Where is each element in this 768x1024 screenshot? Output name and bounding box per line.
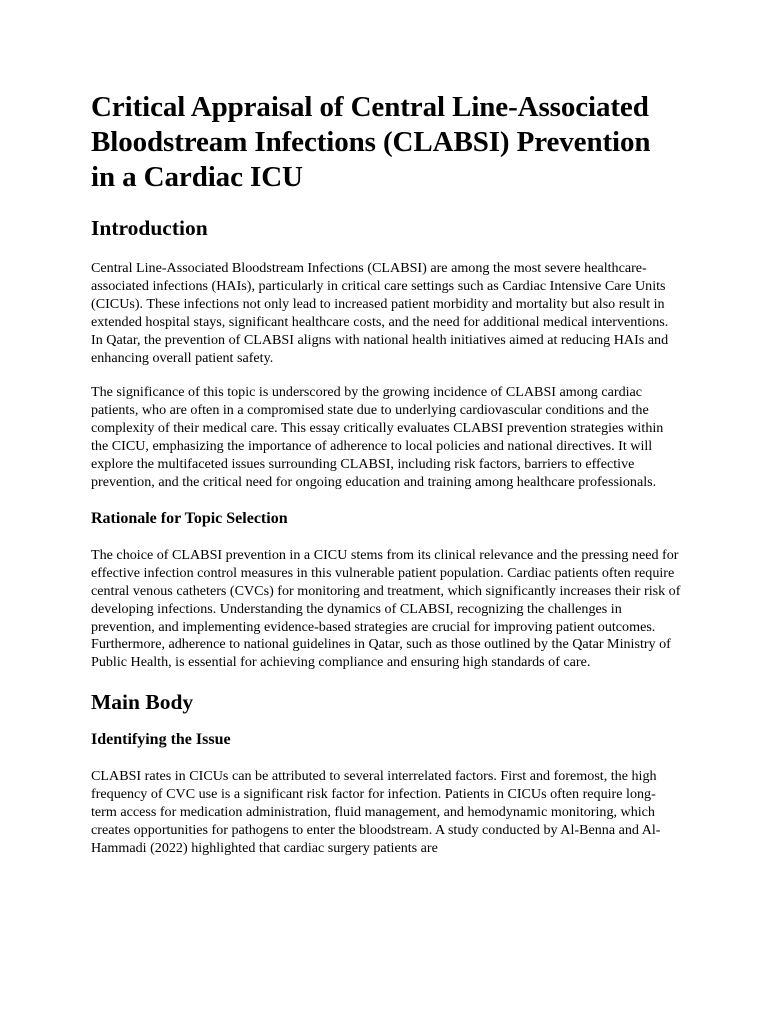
identifying-issue-paragraph: CLABSI rates in CICUs can be attributed to several interrelated factors. First and foremost, the high frequency of CVC use is a significant risk factor for infection. Patients in CICUs often require long-term access for medication administration, fluid management, and hemodynamic monitoring, which creates opportunities for pathogens to enter the bloodstream. A study conducted by Al-Benna and Al-Hammadi (2022) highlighted that cardiac surgery patients are xyxy=(91,768,661,856)
document-page xyxy=(91,90,681,875)
rationale-paragraph: The choice of CLABSI prevention in a CICU stems from its clinical relevance and the pressing need for effective infection control measures in this vulnerable patient population. Cardiac patients often require central venous catheters (CVCs) for monitoring and treatment, which significantly increases their risk of developing infections. Understanding the dynamics of CLABSI, recognizing the challenges in prevention, and implementing evidence-based strategies are crucial for improving patient outcomes. Furthermore, adherence to national guidelines in Qatar, such as those outlined by the Qatar Ministry of Public Health, is essential for achieving compliance and ensuring high standards of care. xyxy=(91,546,681,671)
introduction-paragraph-2: The significance of this topic is underscored by the growing incidence of CLABSI among cardiac patients, who are often in a compromised state due to underlying cardiovascular conditions and the complexity of their medical care. This essay critically evaluates CLABSI prevention strategies within the CICU, emphasizing the importance of adherence to local policies and national directives. It will explore the multifaceted issues surrounding CLABSI, including risk factors, barriers to effective prevention, and the critical need for ongoing education and training among healthcare professionals. xyxy=(91,384,664,490)
rationale-heading: Rationale for Topic Selection xyxy=(91,509,288,527)
document-title: Critical Appraisal of Central Line-Associated Bloodstream Infections (CLABSI) Prevention in a Cardiac ICU xyxy=(91,91,651,193)
main-body-heading: Main Body xyxy=(91,690,194,715)
introduction-paragraph-1: Central Line-Associated Bloodstream Infections (CLABSI) are among the most severe healthcare-associated infections (HAIs), particularly in critical care settings such as Cardiac Intensive Care Units (CICUs). These infections not only lead to increased patient morbidity and mortality but also result in extended hospital stays, significant healthcare costs, and the need for additional medical interventions. In Qatar, the prevention of CLABSI aligns with national health initiatives aimed at reducing HAIs and enhancing overall patient safety. xyxy=(91,260,669,366)
identifying-issue-heading: Identifying the Issue xyxy=(91,731,231,749)
introduction-heading: Introduction xyxy=(91,216,208,240)
